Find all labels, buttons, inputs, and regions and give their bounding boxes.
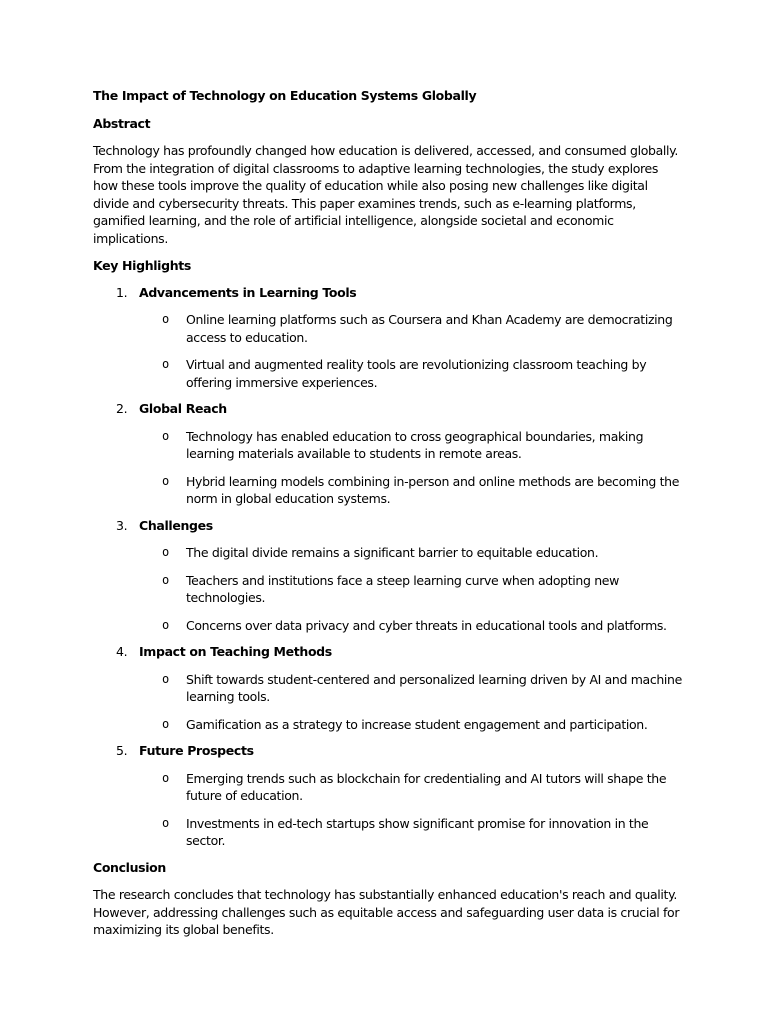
section-title: Impact on Teaching Methods <box>139 644 332 659</box>
bullet-text: Virtual and augmented reality tools are revolutionizing classroom teaching by offering immersive experiences. <box>186 357 647 390</box>
bullet-list <box>93 428 683 508</box>
bullet-marker: o <box>162 357 169 371</box>
highlight-section <box>93 742 683 850</box>
section-number: 3. <box>116 517 128 533</box>
section-heading <box>93 400 683 418</box>
section-number: 4. <box>116 644 128 659</box>
document-body <box>93 87 683 939</box>
bullet-text: Shift towards student-centered and personalized learning driven by AI and machine learning tools. <box>186 671 682 704</box>
abstract-heading: Abstract <box>93 115 151 131</box>
bullet-item <box>93 671 683 706</box>
section-title: Challenges <box>139 517 213 533</box>
bullet-marker: o <box>162 716 169 731</box>
bullet-text: Emerging trends such as blockchain for credentialing and AI tutors will shape the future of education. <box>186 770 667 803</box>
section-heading <box>93 643 683 661</box>
bullet-list <box>93 544 683 634</box>
highlight-section <box>93 400 683 508</box>
bullet-item <box>93 572 683 607</box>
bullet-marker: o <box>162 473 169 488</box>
bullet-item <box>93 815 683 850</box>
bullet-text: Investments in ed-tech startups show significant promise for innovation in the sector. <box>186 815 649 848</box>
highlight-section <box>93 517 683 635</box>
bullet-marker: o <box>162 312 169 326</box>
bullet-text: Concerns over data privacy and cyber threats in educational tools and platforms. <box>186 617 667 633</box>
key-highlights-heading: Key Highlights <box>93 258 191 273</box>
bullet-item <box>93 770 683 805</box>
bullet-item <box>93 311 683 346</box>
bullet-item <box>93 716 683 734</box>
highlight-section <box>93 643 683 733</box>
section-heading <box>93 284 683 302</box>
bullet-marker: o <box>162 671 169 686</box>
bullet-marker: o <box>162 572 169 587</box>
bullet-marker: o <box>162 815 169 830</box>
bullet-item <box>93 544 683 562</box>
bullet-text: Teachers and institutions face a steep learning curve when adopting new technologies. <box>186 572 619 605</box>
bullet-text: Online learning platforms such as Coursera and Khan Academy are democratizing access to education. <box>186 312 673 345</box>
section-heading <box>93 517 683 535</box>
bullet-item <box>93 428 683 463</box>
bullet-list <box>93 770 683 850</box>
section-heading <box>93 742 683 760</box>
highlights-list <box>93 284 683 850</box>
bullet-text: The digital divide remains a significant barrier to equitable education. <box>186 545 599 560</box>
bullet-marker: o <box>162 545 169 559</box>
section-title: Future Prospects <box>139 743 254 758</box>
bullet-item <box>93 617 683 635</box>
bullet-text: Hybrid learning models combining in-person and online methods are becoming the norm in global education systems. <box>186 473 680 506</box>
highlight-section <box>93 284 683 392</box>
section-title: Advancements in Learning Tools <box>139 284 357 300</box>
conclusion-text: The research concludes that technology has substantially enhanced education's reach and quality. However, addressing challenges such as equitable access and safeguarding user data is crucial for maximizing its global benefits. <box>93 887 680 937</box>
section-title: Global Reach <box>139 401 227 416</box>
bullet-text: Technology has enabled education to cross geographical boundaries, making learning materials available to students in remote areas. <box>186 428 644 461</box>
section-number: 5. <box>116 743 128 758</box>
bullet-marker: o <box>162 428 169 443</box>
abstract-text: Technology has profoundly changed how education is delivered, accessed, and consumed globally. From the integration of digital classrooms to adaptive learning technologies, the study explores how these tools improve the quality of education while also posing new challenges like digital divide and cybersecurity threats. This paper examines trends, such as e-learning platforms, gamified learning, and the role of artificial intelligence, alongside societal and economic implications. <box>93 143 679 246</box>
conclusion-heading: Conclusion <box>93 859 166 875</box>
bullet-list <box>93 311 683 391</box>
bullet-text: Gamification as a strategy to increase student engagement and participation. <box>186 716 648 732</box>
bullet-item <box>93 356 683 391</box>
section-number: 2. <box>116 401 128 416</box>
bullet-item <box>93 473 683 508</box>
bullet-list <box>93 671 683 734</box>
section-number: 1. <box>116 284 128 300</box>
bullet-marker: o <box>162 617 169 632</box>
bullet-marker: o <box>162 770 169 785</box>
document-title: The Impact of Technology on Education Systems Globally <box>93 88 477 103</box>
